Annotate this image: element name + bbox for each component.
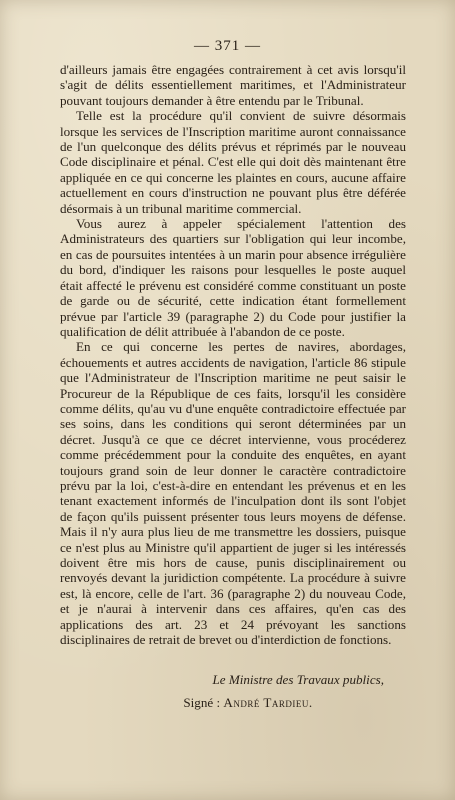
paragraph-procedure: Telle est la procédure qu'il convient de suivre désormais lorsque les services de l'Inscription maritime auront connaissance de l'un quelconque des délits prévus et réprimés par le nouveau Code disciplinaire et pénal. C'est elle qui doit dès maintenant être appliquée en ce qui concerne les plaintes en cours, aucune affaire actuellement en cours d'instruction ne pouvant plus être déférée désormais à un tribunal maritime commercial. — [60, 108, 406, 216]
paragraph-accidents: En ce qui concerne les pertes de navires, abordages, échouements et autres accidents de navigation, l'article 86 stipule que l'Administrateur de l'Inscription maritime ne peut saisir le Procureur de la République de ces faits, lorsqu'il les considère comme délits, qu'au vu d'une enquête contradictoire effectuée par ses soins, dans les conditions qui seront déterminées par un décret. Jusqu'à ce que ce décret intervienne, vous procéderez comme précédemment pour la conduite des enquêtes, en ayant toujours grand soin de leur donner le caractère contradictoire prévu par la loi, c'est-à-dire en entendant les prévenus et en les tenant exactement informés de l'inculpation dont ils sont l'objet de façon qu'ils puissent présenter tous leurs moyens de défense. Mais il n'y aura plus lieu de me transmettre les dossiers, puisque ce n'est plus au Ministre qu'il appartient de juger si les intéressés doivent être mis hors de cause, punis disciplinairement ou renvoyés devant la juridiction compétente. La procédure à suivre est, là encore, celle de l'art. 36 (paragraphe 2) du nouveau Code, et je n'aurai à intervenir dans ces affaires, qu'en cas des applications des art. 23 et 24 prévoyant les sanctions disciplinaires de retrait de brevet ou d'interdiction de fonctions. — [60, 339, 406, 648]
signature-name: André Tardieu. — [223, 695, 313, 710]
body-text — [60, 62, 406, 647]
paragraph-continuation: d'ailleurs jamais être engagées contrairement à cet avis lorsqu'il s'agit de délits essentiellement maritimes, et l'Administrateur pouvant toujours demander à être entendu par le Tribunal. — [60, 62, 406, 108]
page-number: — 371 — — [194, 38, 261, 54]
paragraph-absence: Vous aurez à appeler spécialement l'attention des Administrateurs des quartiers sur l'obligation qui leur incombe, en cas de poursuites intentées à un marin pour absence irrégulière du bord, d'indiquer les raisons pour lesquelles le poste auquel était affecté le prévenu est considéré comme constituant un poste de garde ou de sécurité, cette indication étant formellement prévue par l'article 39 (paragraphe 2) du Code pour justifier la qualification de délit attribuée à l'abandon de ce poste. — [60, 216, 406, 339]
signature-prefix: Signé : — [183, 695, 224, 710]
closing-signature — [60, 695, 406, 711]
closing-ministry: Le Ministre des Travaux publics, — [212, 672, 384, 687]
